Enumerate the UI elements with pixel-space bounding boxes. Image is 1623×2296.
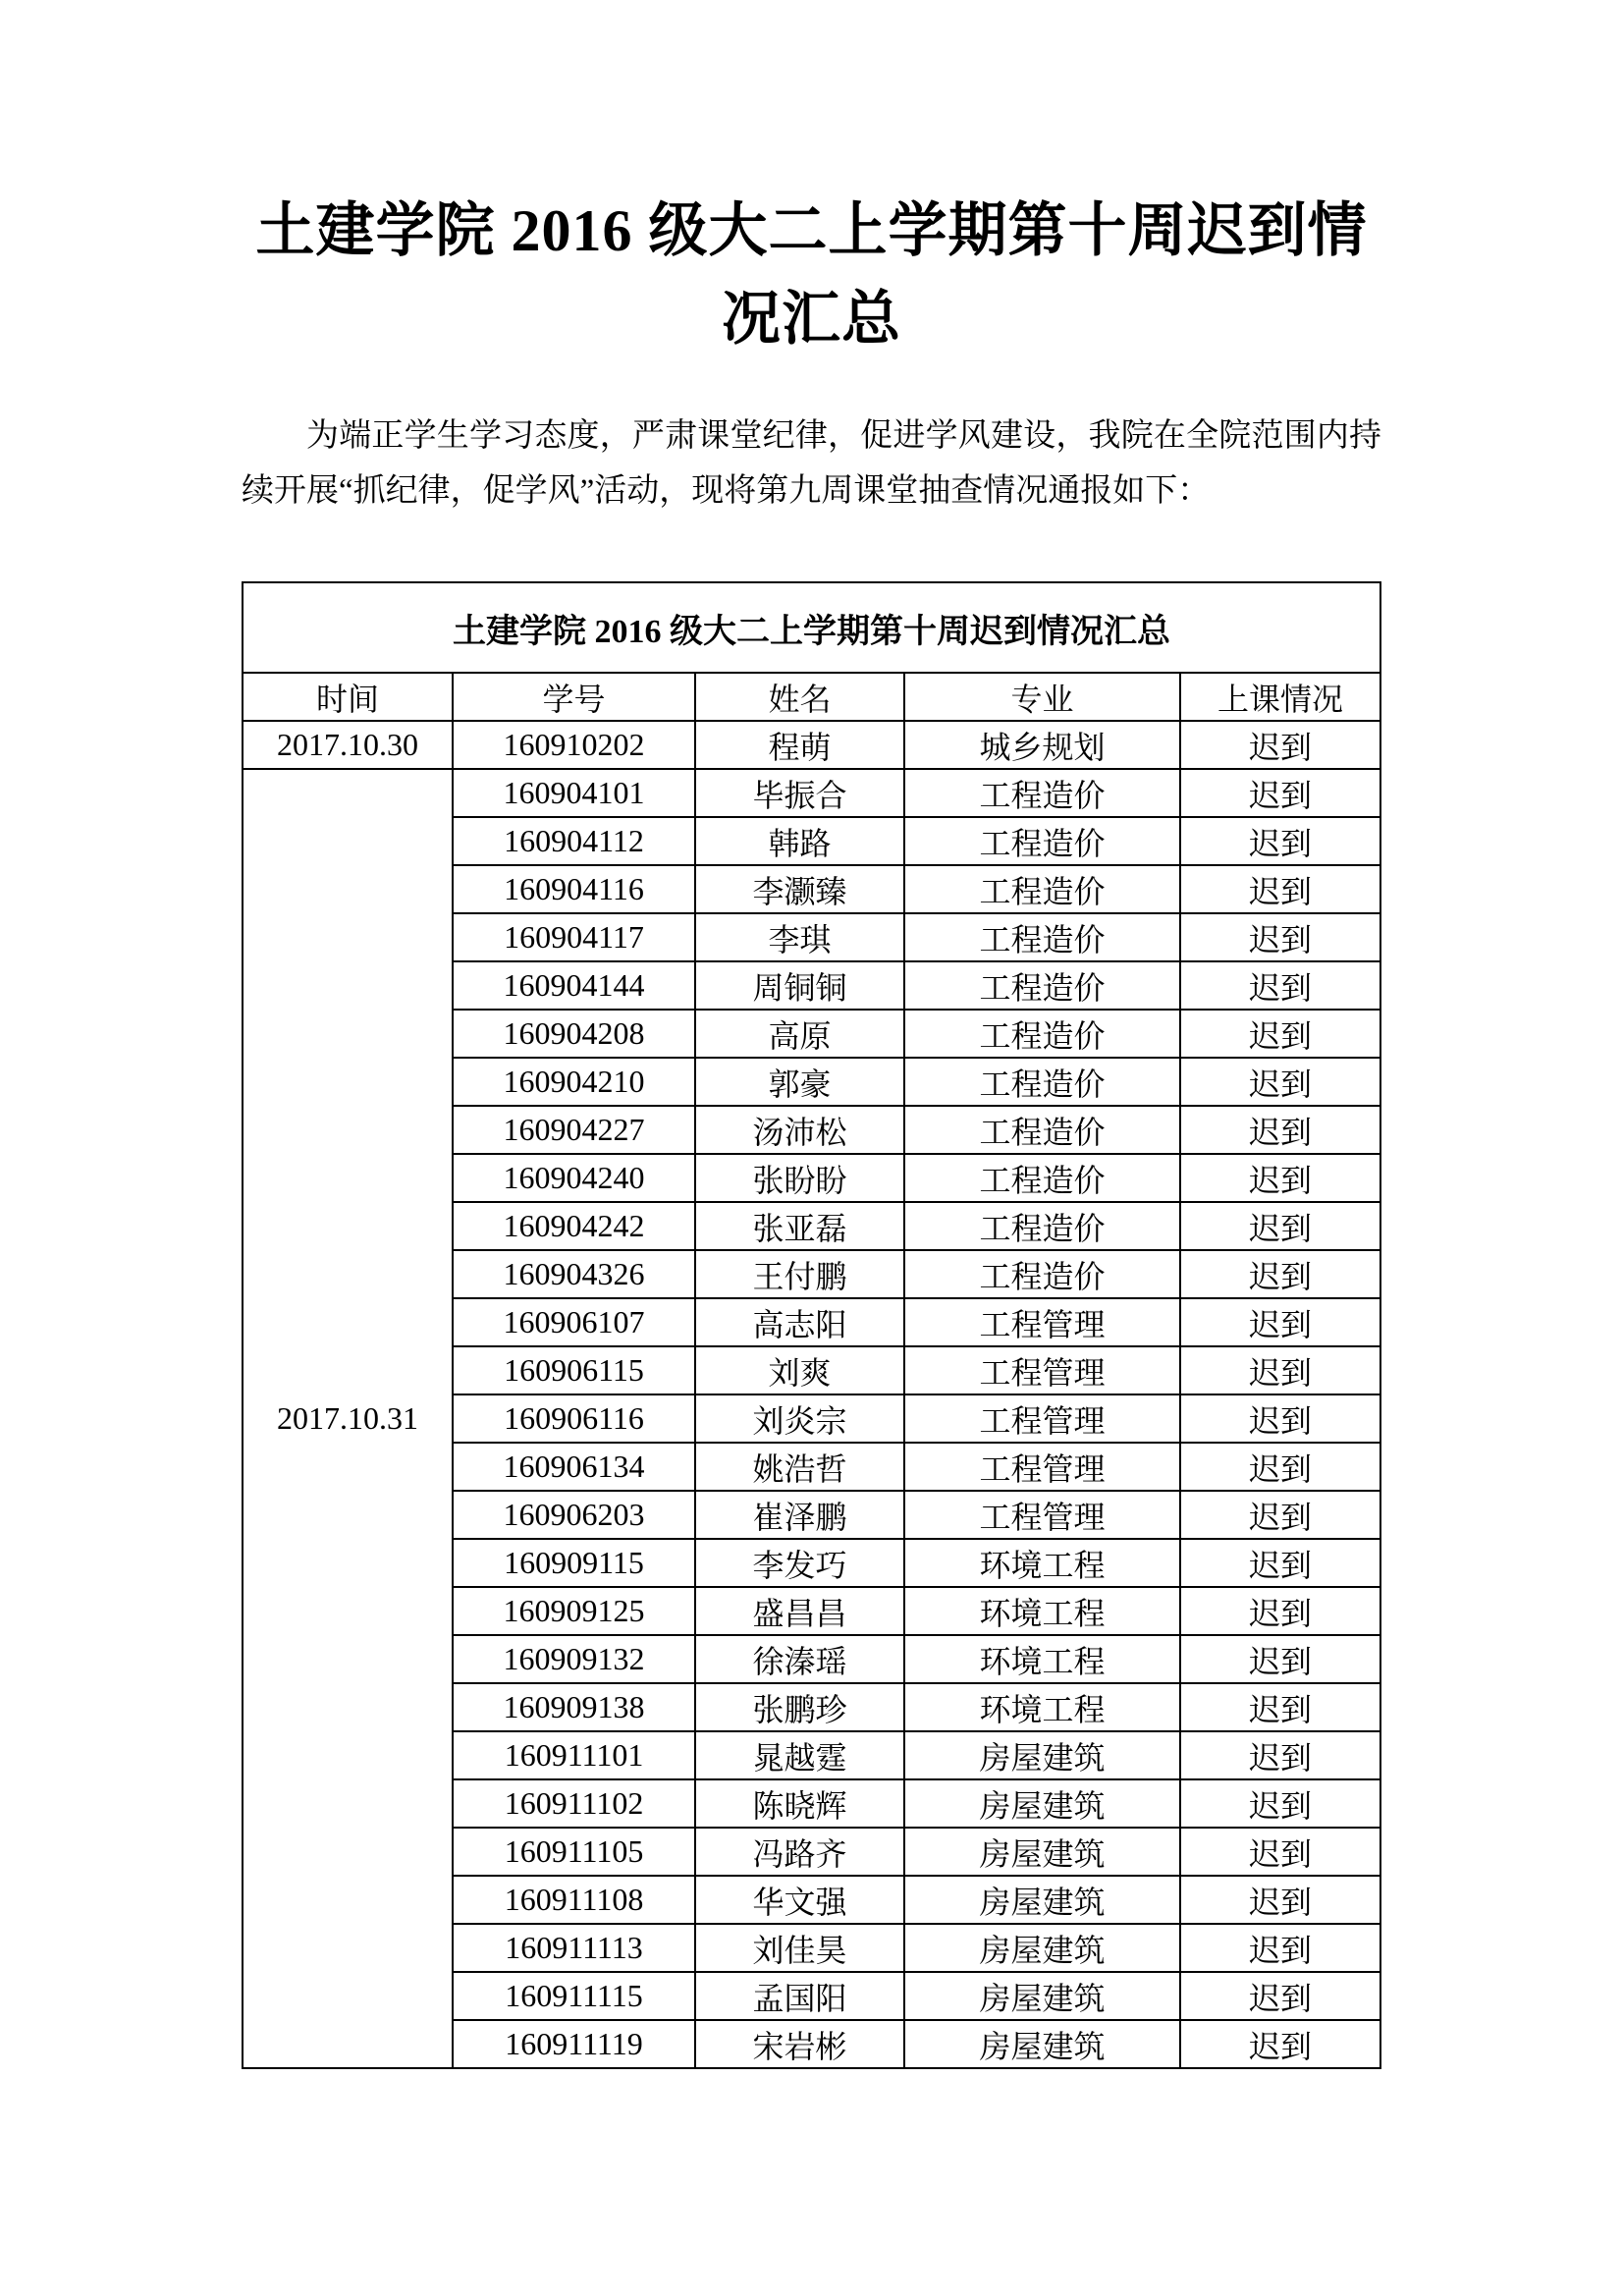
name-cell: 宋岩彬	[695, 2020, 904, 2068]
name-cell: 华文强	[695, 1876, 904, 1924]
major-cell: 工程造价	[904, 913, 1180, 961]
major-cell: 房屋建筑	[904, 2020, 1180, 2068]
student-id-cell: 160906115	[453, 1346, 695, 1394]
name-cell: 张亚磊	[695, 1202, 904, 1250]
status-cell: 迟到	[1180, 1683, 1380, 1731]
column-header: 时间	[243, 673, 453, 721]
major-cell: 工程造价	[904, 769, 1180, 817]
name-cell: 王付鹏	[695, 1250, 904, 1298]
name-cell: 刘佳昊	[695, 1924, 904, 1972]
major-cell: 房屋建筑	[904, 1972, 1180, 2020]
late-report-table	[242, 581, 1381, 2069]
student-id-cell: 160904116	[453, 865, 695, 913]
name-cell: 高原	[695, 1010, 904, 1058]
major-cell: 环境工程	[904, 1683, 1180, 1731]
status-cell: 迟到	[1180, 1058, 1380, 1106]
table-caption-row	[243, 582, 1380, 673]
name-cell: 韩路	[695, 817, 904, 865]
major-cell: 环境工程	[904, 1539, 1180, 1587]
status-cell: 迟到	[1180, 1972, 1380, 2020]
name-cell: 毕振合	[695, 769, 904, 817]
student-id-cell: 160906107	[453, 1298, 695, 1346]
table-caption: 土建学院 2016 级大二上学期第十周迟到情况汇总	[243, 582, 1380, 673]
name-cell: 李琪	[695, 913, 904, 961]
major-cell: 工程管理	[904, 1346, 1180, 1394]
name-cell: 周铜铜	[695, 961, 904, 1010]
student-id-cell: 160911105	[453, 1828, 695, 1876]
status-cell: 迟到	[1180, 721, 1380, 769]
major-cell: 工程造价	[904, 1202, 1180, 1250]
major-cell: 工程管理	[904, 1394, 1180, 1443]
status-cell: 迟到	[1180, 1924, 1380, 1972]
name-cell: 刘爽	[695, 1346, 904, 1394]
status-cell: 迟到	[1180, 1876, 1380, 1924]
major-cell: 房屋建筑	[904, 1779, 1180, 1828]
name-cell: 郭豪	[695, 1058, 904, 1106]
major-cell: 房屋建筑	[904, 1731, 1180, 1779]
table-row	[243, 721, 1380, 769]
major-cell: 环境工程	[904, 1635, 1180, 1683]
name-cell: 汤沛松	[695, 1106, 904, 1154]
student-id-cell: 160904240	[453, 1154, 695, 1202]
status-cell: 迟到	[1180, 1828, 1380, 1876]
status-cell: 迟到	[1180, 1202, 1380, 1250]
name-cell: 冯路齐	[695, 1828, 904, 1876]
name-cell: 徐溱瑶	[695, 1635, 904, 1683]
date-cell: 2017.10.31	[243, 769, 453, 2068]
student-id-cell: 160906134	[453, 1443, 695, 1491]
status-cell: 迟到	[1180, 2020, 1380, 2068]
student-id-cell: 160911101	[453, 1731, 695, 1779]
name-cell: 姚浩哲	[695, 1443, 904, 1491]
major-cell: 工程造价	[904, 1058, 1180, 1106]
student-id-cell: 160904117	[453, 913, 695, 961]
name-cell: 李发巧	[695, 1539, 904, 1587]
name-cell: 孟国阳	[695, 1972, 904, 2020]
major-cell: 城乡规划	[904, 721, 1180, 769]
student-id-cell: 160911102	[453, 1779, 695, 1828]
name-cell: 晁越霆	[695, 1731, 904, 1779]
table-row	[243, 769, 1380, 817]
major-cell: 房屋建筑	[904, 1876, 1180, 1924]
status-cell: 迟到	[1180, 1779, 1380, 1828]
student-id-cell: 160911108	[453, 1876, 695, 1924]
student-id-cell: 160909132	[453, 1635, 695, 1683]
student-id-cell: 160909138	[453, 1683, 695, 1731]
status-cell: 迟到	[1180, 1539, 1380, 1587]
student-id-cell: 160906116	[453, 1394, 695, 1443]
status-cell: 迟到	[1180, 913, 1380, 961]
major-cell: 工程造价	[904, 1010, 1180, 1058]
name-cell: 盛昌昌	[695, 1587, 904, 1635]
date-cell: 2017.10.30	[243, 721, 453, 769]
status-cell: 迟到	[1180, 961, 1380, 1010]
name-cell: 程萌	[695, 721, 904, 769]
name-cell: 刘炎宗	[695, 1394, 904, 1443]
student-id-cell: 160904101	[453, 769, 695, 817]
status-cell: 迟到	[1180, 1346, 1380, 1394]
student-id-cell: 160904112	[453, 817, 695, 865]
student-id-cell: 160904242	[453, 1202, 695, 1250]
major-cell: 工程管理	[904, 1298, 1180, 1346]
column-header: 上课情况	[1180, 673, 1380, 721]
major-cell: 工程造价	[904, 1250, 1180, 1298]
status-cell: 迟到	[1180, 769, 1380, 817]
student-id-cell: 160910202	[453, 721, 695, 769]
name-cell: 李灏臻	[695, 865, 904, 913]
student-id-cell: 160904326	[453, 1250, 695, 1298]
status-cell: 迟到	[1180, 1491, 1380, 1539]
intro-paragraph: 为端正学生学习态度，严肃课堂纪律，促进学风建设，我院在全院范围内持续开展“抓纪律，促学风”活动，现将第九周课堂抽查情况通报如下：	[242, 418, 1381, 509]
student-id-cell: 160904210	[453, 1058, 695, 1106]
name-cell: 张盼盼	[695, 1154, 904, 1202]
column-header: 学号	[453, 673, 695, 721]
status-cell: 迟到	[1180, 1635, 1380, 1683]
status-cell: 迟到	[1180, 1394, 1380, 1443]
column-header: 姓名	[695, 673, 904, 721]
column-header: 专业	[904, 673, 1180, 721]
name-cell: 崔泽鹏	[695, 1491, 904, 1539]
status-cell: 迟到	[1180, 1154, 1380, 1202]
table-body	[243, 721, 1380, 2068]
student-id-cell: 160911113	[453, 1924, 695, 1972]
student-id-cell: 160904144	[453, 961, 695, 1010]
table-header-row	[243, 673, 1380, 721]
major-cell: 工程造价	[904, 865, 1180, 913]
major-cell: 工程造价	[904, 961, 1180, 1010]
name-cell: 高志阳	[695, 1298, 904, 1346]
student-id-cell: 160906203	[453, 1491, 695, 1539]
student-id-cell: 160904227	[453, 1106, 695, 1154]
document-title: 土建学院 2016 级大二上学期第十周迟到情况汇总	[255, 198, 1368, 352]
status-cell: 迟到	[1180, 1443, 1380, 1491]
major-cell: 工程造价	[904, 817, 1180, 865]
major-cell: 工程造价	[904, 1106, 1180, 1154]
status-cell: 迟到	[1180, 1250, 1380, 1298]
major-cell: 工程管理	[904, 1443, 1180, 1491]
major-cell: 房屋建筑	[904, 1924, 1180, 1972]
student-id-cell: 160911115	[453, 1972, 695, 2020]
status-cell: 迟到	[1180, 1731, 1380, 1779]
major-cell: 工程管理	[904, 1491, 1180, 1539]
status-cell: 迟到	[1180, 817, 1380, 865]
major-cell: 房屋建筑	[904, 1828, 1180, 1876]
student-id-cell: 160911119	[453, 2020, 695, 2068]
student-id-cell: 160909125	[453, 1587, 695, 1635]
name-cell: 张鹏珍	[695, 1683, 904, 1731]
major-cell: 工程造价	[904, 1154, 1180, 1202]
student-id-cell: 160909115	[453, 1539, 695, 1587]
status-cell: 迟到	[1180, 1010, 1380, 1058]
major-cell: 环境工程	[904, 1587, 1180, 1635]
student-id-cell: 160904208	[453, 1010, 695, 1058]
status-cell: 迟到	[1180, 1298, 1380, 1346]
status-cell: 迟到	[1180, 1106, 1380, 1154]
status-cell: 迟到	[1180, 865, 1380, 913]
status-cell: 迟到	[1180, 1587, 1380, 1635]
name-cell: 陈晓辉	[695, 1779, 904, 1828]
